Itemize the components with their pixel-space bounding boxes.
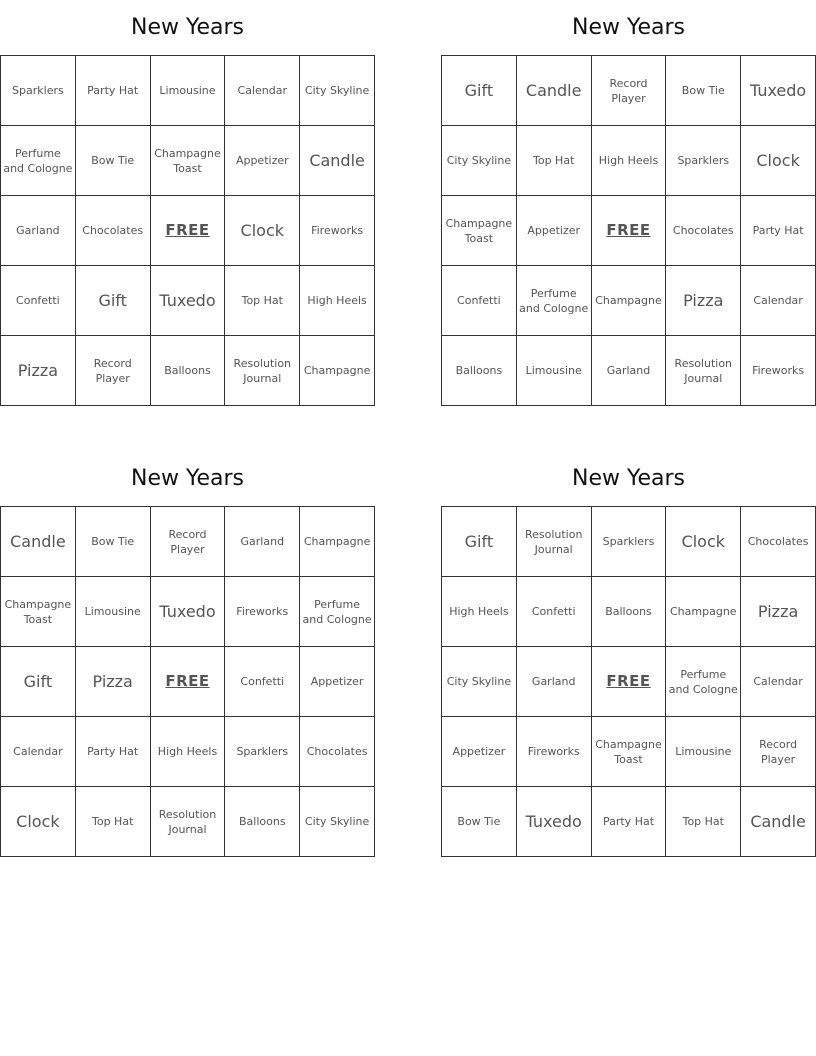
bingo-cell: Sparklers bbox=[225, 717, 300, 787]
bingo-cell: Limousine bbox=[151, 56, 226, 126]
bingo-cell: City Skyline bbox=[442, 647, 517, 717]
bingo-cell: Candle bbox=[300, 126, 375, 196]
bingo-cell: Top Hat bbox=[517, 126, 592, 196]
bingo-cell: Resolution Journal bbox=[666, 336, 741, 406]
bingo-cell: Clock bbox=[666, 507, 741, 577]
bingo-cell: Appetizer bbox=[442, 717, 517, 787]
bingo-grid bbox=[0, 55, 375, 406]
bingo-cell: Record Player bbox=[741, 717, 816, 787]
bingo-card bbox=[0, 0, 375, 385]
bingo-cell: Candle bbox=[741, 787, 816, 857]
bingo-cell: Bow Tie bbox=[666, 56, 741, 126]
bingo-cell: Balloons bbox=[592, 577, 667, 647]
bingo-cell: Champagne bbox=[592, 266, 667, 336]
bingo-cell: Calendar bbox=[1, 717, 76, 787]
bingo-cell: Appetizer bbox=[517, 196, 592, 266]
bingo-cell: Champagne bbox=[300, 336, 375, 406]
bingo-cell: Record Player bbox=[76, 336, 151, 406]
bingo-cell: Limousine bbox=[517, 336, 592, 406]
bingo-cell: Balloons bbox=[225, 787, 300, 857]
bingo-cell: Garland bbox=[225, 507, 300, 577]
bingo-cell: Tuxedo bbox=[517, 787, 592, 857]
bingo-cell: Top Hat bbox=[225, 266, 300, 336]
bingo-cell: Calendar bbox=[225, 56, 300, 126]
bingo-cell: Pizza bbox=[741, 577, 816, 647]
bingo-cell: Pizza bbox=[666, 266, 741, 336]
bingo-grid bbox=[441, 506, 816, 857]
card-title: New Years bbox=[130, 15, 245, 40]
bingo-cell: Perfume and Cologne bbox=[1, 126, 76, 196]
bingo-cell: Champagne bbox=[300, 507, 375, 577]
bingo-cell: Champagne Toast bbox=[1, 577, 76, 647]
bingo-cell: Resolution Journal bbox=[517, 507, 592, 577]
bingo-cell: Pizza bbox=[1, 336, 76, 406]
bingo-cell: Party Hat bbox=[592, 787, 667, 857]
bingo-cell: Chocolates bbox=[300, 717, 375, 787]
free-space: FREE bbox=[592, 647, 667, 717]
bingo-cell: Clock bbox=[741, 126, 816, 196]
bingo-cell: High Heels bbox=[300, 266, 375, 336]
bingo-grid bbox=[441, 55, 816, 406]
bingo-cell: Fireworks bbox=[517, 717, 592, 787]
bingo-cell: Calendar bbox=[741, 266, 816, 336]
bingo-cell: Garland bbox=[592, 336, 667, 406]
bingo-cell: Confetti bbox=[225, 647, 300, 717]
bingo-cell: Fireworks bbox=[741, 336, 816, 406]
free-space: FREE bbox=[151, 196, 226, 266]
bingo-cell: High Heels bbox=[442, 577, 517, 647]
bingo-cell: Garland bbox=[1, 196, 76, 266]
bingo-cell: Resolution Journal bbox=[225, 336, 300, 406]
bingo-cell: Chocolates bbox=[741, 507, 816, 577]
bingo-cell: Record Player bbox=[592, 56, 667, 126]
bingo-cell: High Heels bbox=[151, 717, 226, 787]
bingo-cell: Chocolates bbox=[666, 196, 741, 266]
bingo-cell: Confetti bbox=[517, 577, 592, 647]
bingo-cell: Record Player bbox=[151, 507, 226, 577]
bingo-grid bbox=[0, 506, 375, 857]
bingo-cell: Appetizer bbox=[300, 647, 375, 717]
bingo-cell: Fireworks bbox=[300, 196, 375, 266]
bingo-cell: Resolution Journal bbox=[151, 787, 226, 857]
bingo-cell: City Skyline bbox=[442, 126, 517, 196]
bingo-cell: Garland bbox=[517, 647, 592, 717]
bingo-cell: Candle bbox=[517, 56, 592, 126]
bingo-cell: Chocolates bbox=[76, 196, 151, 266]
bingo-cell: Gift bbox=[442, 507, 517, 577]
bingo-cell: Candle bbox=[1, 507, 76, 577]
bingo-cell: Champagne Toast bbox=[151, 126, 226, 196]
bingo-card bbox=[0, 451, 375, 836]
bingo-cell: Tuxedo bbox=[741, 56, 816, 126]
bingo-cell: Appetizer bbox=[225, 126, 300, 196]
bingo-cell: Gift bbox=[76, 266, 151, 336]
bingo-cell: Bow Tie bbox=[442, 787, 517, 857]
bingo-cell: Gift bbox=[442, 56, 517, 126]
bingo-cell: Top Hat bbox=[666, 787, 741, 857]
bingo-cell: Perfume and Cologne bbox=[517, 266, 592, 336]
bingo-cell: Perfume and Cologne bbox=[666, 647, 741, 717]
bingo-cell: Clock bbox=[225, 196, 300, 266]
bingo-cell: Party Hat bbox=[76, 717, 151, 787]
bingo-cell: Party Hat bbox=[76, 56, 151, 126]
bingo-cell: Champagne Toast bbox=[442, 196, 517, 266]
bingo-cell: Sparklers bbox=[666, 126, 741, 196]
bingo-cell: Limousine bbox=[666, 717, 741, 787]
bingo-cell: City Skyline bbox=[300, 787, 375, 857]
bingo-cell: Champagne bbox=[666, 577, 741, 647]
bingo-cell: Top Hat bbox=[76, 787, 151, 857]
bingo-cell: Confetti bbox=[1, 266, 76, 336]
bingo-cell: Tuxedo bbox=[151, 266, 226, 336]
bingo-cell: Confetti bbox=[442, 266, 517, 336]
card-title: New Years bbox=[130, 466, 245, 491]
card-title: New Years bbox=[571, 466, 686, 491]
bingo-cell: Champagne Toast bbox=[592, 717, 667, 787]
bingo-card bbox=[441, 451, 816, 831]
bingo-cell: Balloons bbox=[151, 336, 226, 406]
bingo-cell: Gift bbox=[1, 647, 76, 717]
bingo-cell: Bow Tie bbox=[76, 507, 151, 577]
bingo-cell: Sparklers bbox=[1, 56, 76, 126]
bingo-cell: Pizza bbox=[76, 647, 151, 717]
bingo-cell: Calendar bbox=[741, 647, 816, 717]
bingo-cell: Sparklers bbox=[592, 507, 667, 577]
bingo-cell: Perfume and Cologne bbox=[300, 577, 375, 647]
bingo-cell: Party Hat bbox=[741, 196, 816, 266]
bingo-cell: High Heels bbox=[592, 126, 667, 196]
bingo-cell: Bow Tie bbox=[76, 126, 151, 196]
bingo-card bbox=[441, 0, 816, 385]
bingo-cell: Fireworks bbox=[225, 577, 300, 647]
card-title: New Years bbox=[571, 15, 686, 40]
free-space: FREE bbox=[592, 196, 667, 266]
free-space: FREE bbox=[151, 647, 226, 717]
bingo-cell: Balloons bbox=[442, 336, 517, 406]
bingo-cell: City Skyline bbox=[300, 56, 375, 126]
bingo-cell: Tuxedo bbox=[151, 577, 226, 647]
bingo-cell: Limousine bbox=[76, 577, 151, 647]
bingo-cell: Clock bbox=[1, 787, 76, 857]
